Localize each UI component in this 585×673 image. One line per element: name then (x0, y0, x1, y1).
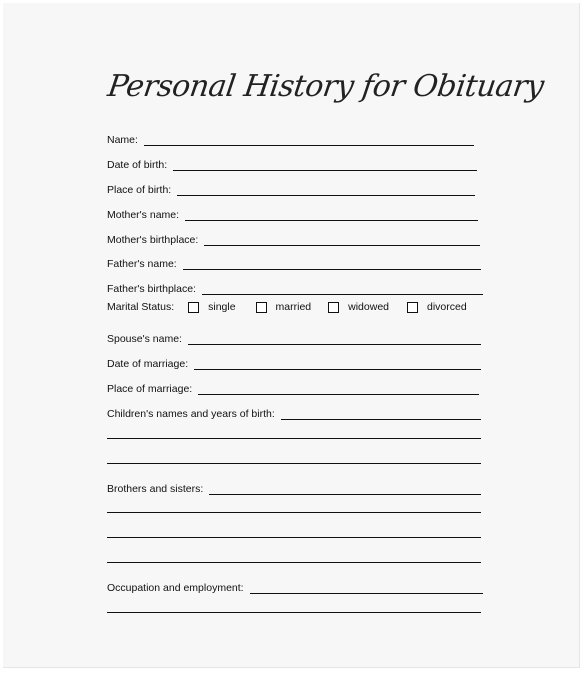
name-field[interactable] (107, 128, 474, 146)
widowed-checkbox[interactable] (328, 302, 339, 313)
fathers-birthplace-line[interactable] (202, 283, 483, 295)
place-of-birth-label: Place of birth: (107, 184, 172, 196)
place-of-birth-field[interactable] (107, 178, 475, 196)
siblings-field[interactable] (107, 477, 481, 495)
spouses-name-label: Spouse's name: (107, 333, 182, 345)
marital-option-divorced[interactable] (407, 301, 467, 313)
place-of-birth-line[interactable] (177, 184, 475, 196)
occupation-line[interactable] (250, 582, 483, 594)
marital-option-married[interactable] (256, 301, 312, 313)
mothers-name-line[interactable] (185, 209, 478, 221)
fathers-birthplace-field[interactable] (107, 277, 483, 295)
place-of-marriage-field[interactable] (107, 377, 479, 395)
spouses-name-field[interactable] (107, 327, 481, 345)
spouses-name-line[interactable] (188, 333, 481, 345)
widowed-label: widowed (348, 301, 389, 313)
place-of-marriage-line[interactable] (198, 383, 479, 395)
mothers-name-label: Mother's name: (107, 209, 180, 221)
siblings-label: Brothers and sisters: (107, 483, 204, 495)
marital-status-group (107, 301, 467, 313)
marital-status-label: Marital Status: (107, 301, 175, 313)
form-title: Personal History for Obituary (105, 69, 546, 104)
date-of-marriage-line[interactable] (194, 358, 481, 370)
name-line[interactable] (144, 134, 474, 146)
mothers-birthplace-line[interactable] (204, 234, 480, 246)
children-extra-line[interactable] (107, 463, 481, 464)
divorced-checkbox[interactable] (407, 302, 418, 313)
fathers-name-label: Father's name: (107, 258, 177, 270)
mothers-birthplace-label: Mother's birthplace: (107, 234, 199, 246)
mothers-birthplace-field[interactable] (107, 228, 480, 246)
mothers-name-field[interactable] (107, 203, 478, 221)
single-checkbox[interactable] (188, 302, 199, 313)
occupation-extra-line[interactable] (107, 612, 481, 613)
siblings-extra-line[interactable] (107, 512, 481, 513)
place-of-marriage-label: Place of marriage: (107, 383, 193, 395)
siblings-extra-line[interactable] (107, 537, 481, 538)
date-of-birth-label: Date of birth: (107, 159, 168, 171)
name-label: Name: (107, 134, 138, 146)
marital-option-single[interactable] (188, 301, 235, 313)
occupation-label: Occupation and employment: (107, 582, 244, 594)
married-checkbox[interactable] (256, 302, 267, 313)
siblings-extra-line[interactable] (107, 562, 481, 563)
fathers-name-line[interactable] (183, 258, 481, 270)
fathers-name-field[interactable] (107, 252, 481, 270)
marital-option-widowed[interactable] (328, 301, 389, 313)
married-label: married (275, 301, 312, 313)
fathers-birthplace-label: Father's birthplace: (107, 283, 196, 295)
children-label: Children's names and years of birth: (107, 408, 275, 420)
single-label: single (208, 301, 236, 313)
occupation-field[interactable] (107, 576, 483, 594)
divorced-label: divorced (427, 301, 467, 313)
date-of-marriage-label: Date of marriage: (107, 358, 189, 370)
children-line[interactable] (281, 408, 481, 420)
date-of-birth-line[interactable] (173, 159, 477, 171)
siblings-line[interactable] (209, 483, 481, 495)
children-field[interactable] (107, 402, 481, 420)
date-of-birth-field[interactable] (107, 153, 477, 171)
children-extra-line[interactable] (107, 438, 481, 439)
date-of-marriage-field[interactable] (107, 352, 481, 370)
